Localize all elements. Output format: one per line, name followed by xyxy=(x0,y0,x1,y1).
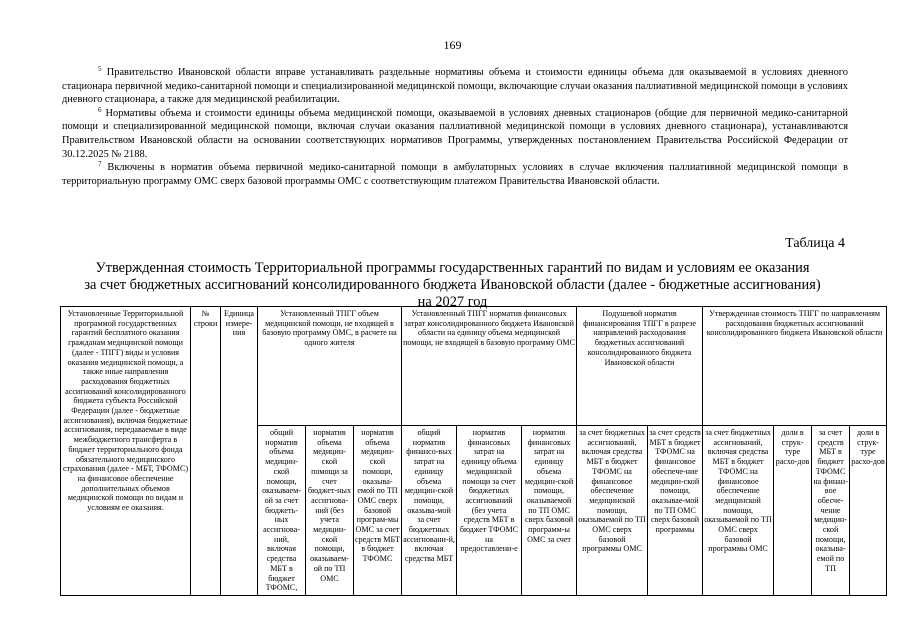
subheader-cell: норматив объема медицин-ской помощи, оказыва-емой по ТП ОМС сверх базовой програм-мы ОМС за счет средств МБТ в бюджет ТФОМС xyxy=(354,426,402,596)
footnote-mark: 7 xyxy=(98,160,102,169)
cost-table xyxy=(60,306,887,596)
page-number: 169 xyxy=(443,38,462,52)
table-title xyxy=(40,260,865,311)
subheader-cell: общий норматив объема медицин-ской помощи, оказываем-ой за счет бюджеть-ных ассигнова-ний, включая средства МБТ в бюджет ТФОМС, xyxy=(258,426,306,596)
header-col-types: Установленные Территориальной программой государственных гарантий бесплатного оказания гражданам медицинской помощи (далее - ТПГГ) виды и условия оказания медицинской помощи, а также иные направления расходования бюджетных ассигнований консолидированного бюджета субъекта Российской Федерации (далее - бюджетные ассигнования), включая бюджетные ассигнования, передаваемые в виде межбюджетного трансферта в бюджет территориального фонда обязательного медицинского страхования (далее - МБТ, ТФОМС) на финансовое обеспечение дополнительных объемов медицинской помощи по видам и условиям ее оказания. xyxy=(61,307,191,596)
subheader-cell: норматив финансовых затрат на единицу объема медицинской помощи за счет бюджетных ассигнований (без учета средств МБТ в бюджет ТФОМС на предоставлени-е xyxy=(457,426,522,596)
footnote-mark: 5 xyxy=(98,65,102,73)
subheader-cell: норматив объема медицин-ской помощи за счет бюджет-ных ассигнова-ний (без учета медицин-ской помощи, оказываем-ой по ТП ОМС xyxy=(306,426,354,596)
footnote-text: Правительство Ивановской области вправе устанавливать раздельные нормативы объема и стоимости единицы объема для оказываемой в условиях дневного стационара первичной медико-санитарной помощи и специализированной медицинской помощи, включающие случаи оказания паллиативной медицинской помощи в условиях дневного стационара, а также для медицинской реабилитации. xyxy=(62,67,848,106)
subheader-cell: за счет средств МБТ в бюджет ТФОМС на финансовое обеспече-ние медицин-ской помощи, оказывае-мой по ТП ОМС сверх базовой программы xyxy=(648,426,703,596)
table-header-row xyxy=(61,307,887,426)
subheader-cell: норматив финансовых затрат на единицу объема медицин-ской помощи, оказываемой по ТП ОМС сверх базовой программ-ы ОМС за счет xyxy=(522,426,577,596)
footnote-6 xyxy=(62,107,848,161)
footnote-text: Включены в норматив объема первичной медико-санитарной помощи в амбулаторных условиях в случае включения паллиативной медицинской помощи в территориальную программу ОМС сверх базовой программы ОМС с соответствующим платежом Правительства Ивановской области. xyxy=(62,162,848,187)
footnote-5 xyxy=(62,66,848,107)
table-title-line: за счет бюджетных ассигнований консолидированного бюджета Ивановской области (далее - бюджетные ассигнования) xyxy=(84,277,821,293)
header-group-cost-norm: Установленный ТПГГ норматив финансовых затрат консолидированного бюджета Ивановской области на единицу объема медицинской помощи, не входящей в базовую программу ОМС xyxy=(402,307,577,426)
table-label: Таблица 4 xyxy=(785,236,845,251)
subheader-cell: за счет бюджетных ассигнований, включая средства МБТ в бюджет ТФОМС на финансовое обеспечение медицинской помощи, оказываемой по ТП ОМС сверх базовой программы ОМС xyxy=(703,426,774,596)
subheader-cell: доли в струк-туре расхо-дов xyxy=(850,426,887,596)
header-group-per-capita: Подушевой норматив финансирования ТПГГ в разрезе направлений расходования бюджетных ассигнований консолидированного бюджета Ивановской области xyxy=(577,307,703,426)
header-col-unit: Единица измере-ния xyxy=(221,307,258,596)
subheader-cell: за счет средств МБТ в бюджет ТФОМС на финан-вое обесче-чение медицин-ской помощи, оказыва-емой по ТП xyxy=(812,426,850,596)
footnote-text: Нормативы объема и стоимости единицы объема медицинской помощи, оказываемой в условиях дневных стационаров (общие для первичной медико-санитарной помощи и специализированной медицинской помощи, включая случаи оказания паллиативной медицинской помощи в условиях дневного стационара), устанавливаются Правительством Ивановской области на основании соответствующих нормативов Программы, утвержденных постановлением Правительства Российской Федерации от 30.12.2025 № 2188. xyxy=(62,107,848,160)
footnotes xyxy=(62,66,848,188)
table-title-line: на 2027 год xyxy=(417,294,488,310)
subheader-cell: доли в струк-туре расхо-дов xyxy=(774,426,812,596)
header-col-row-number: № строки xyxy=(191,307,221,596)
header-group-approved-cost: Утвержденная стоимость ТПГГ по направлениям расходования бюджетных ассигнований консолидированного бюджета Ивановской области xyxy=(703,307,887,426)
footnote-7 xyxy=(62,161,848,188)
subheader-cell: за счет бюджетных ассигнований, включая средства МБТ в бюджет ТФОМС на финансовое обеспечение медицинской помощи, оказываемой по ТП ОМС сверх базовой программы ОМС xyxy=(577,426,648,596)
footnote-mark: 6 xyxy=(98,105,102,114)
header-group-volume: Установленный ТПГГ объем медицинской помощи, не входящей в базовую программу ОМС, в расчете на одного жителя xyxy=(258,307,402,426)
table-title-line: Утвержденная стоимость Территориальной программы государственных гарантий по видам и условиям ее оказания xyxy=(95,260,810,276)
subheader-cell: общий норматив финансо-вых затрат на единицу объема медицин-ской помощи, оказыва-мой за счет бюджетных ассигновани-й, включая средства МБТ xyxy=(402,426,457,596)
